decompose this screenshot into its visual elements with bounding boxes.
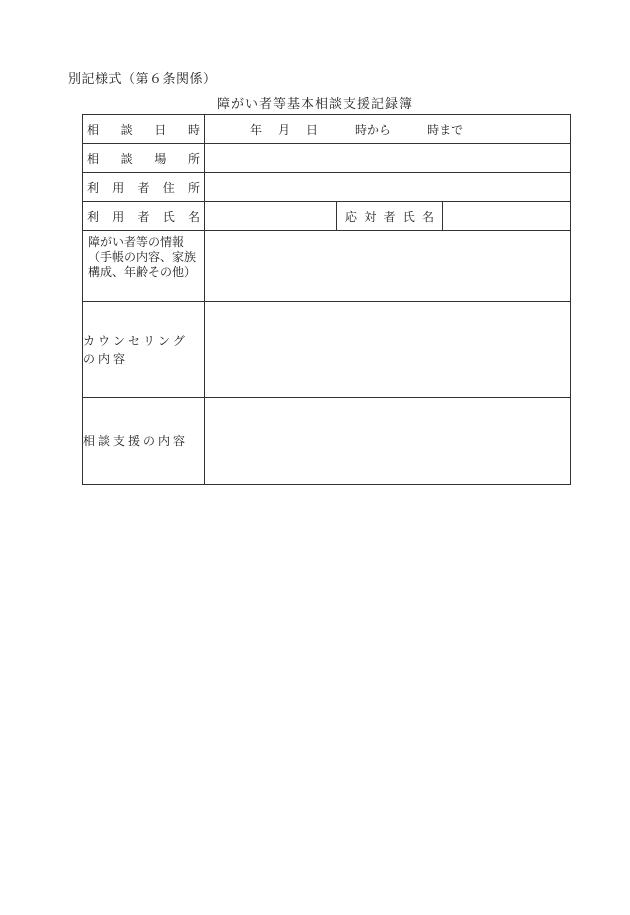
counseling-label: カウンセリング の内容: [83, 302, 205, 398]
support-label: 相談支援の内容: [83, 398, 205, 485]
support-field[interactable]: [205, 398, 571, 485]
responder-name-label: 応 対 者 氏 名: [337, 202, 443, 231]
place-field[interactable]: [205, 144, 571, 173]
time-from-marker: 時から: [355, 122, 392, 137]
address-label: 利 用 者 住 所: [83, 173, 205, 202]
counseling-field[interactable]: [205, 302, 571, 398]
year-marker: 年: [250, 122, 263, 137]
info-label: 障がい者等の情報（手帳の内容、家族構成、年齢その他）: [83, 231, 205, 302]
info-row: [83, 231, 571, 302]
info-field[interactable]: [205, 231, 571, 302]
datetime-row: [83, 115, 571, 144]
place-row: [83, 144, 571, 173]
user-name-label: 利 用 者 氏 名: [83, 202, 205, 231]
name-row: [83, 202, 571, 231]
address-row: [83, 173, 571, 202]
address-field[interactable]: [205, 173, 571, 202]
user-name-field[interactable]: [205, 202, 337, 231]
support-row: [83, 398, 571, 485]
responder-name-field[interactable]: [443, 202, 571, 231]
datetime-label: 相 談 日 時: [83, 115, 205, 144]
place-label: 相 談 場 所: [83, 144, 205, 173]
annex-heading: 別記様式（第６条関係）: [68, 72, 217, 87]
datetime-field[interactable]: [205, 115, 571, 144]
time-to-marker: 時まで: [427, 122, 464, 137]
record-form-table: [82, 114, 571, 485]
month-marker: 月: [278, 122, 291, 137]
day-marker: 日: [306, 122, 319, 137]
counseling-row: [83, 302, 571, 398]
document-title: 障がい者等基本相談支援記録簿: [216, 97, 413, 112]
